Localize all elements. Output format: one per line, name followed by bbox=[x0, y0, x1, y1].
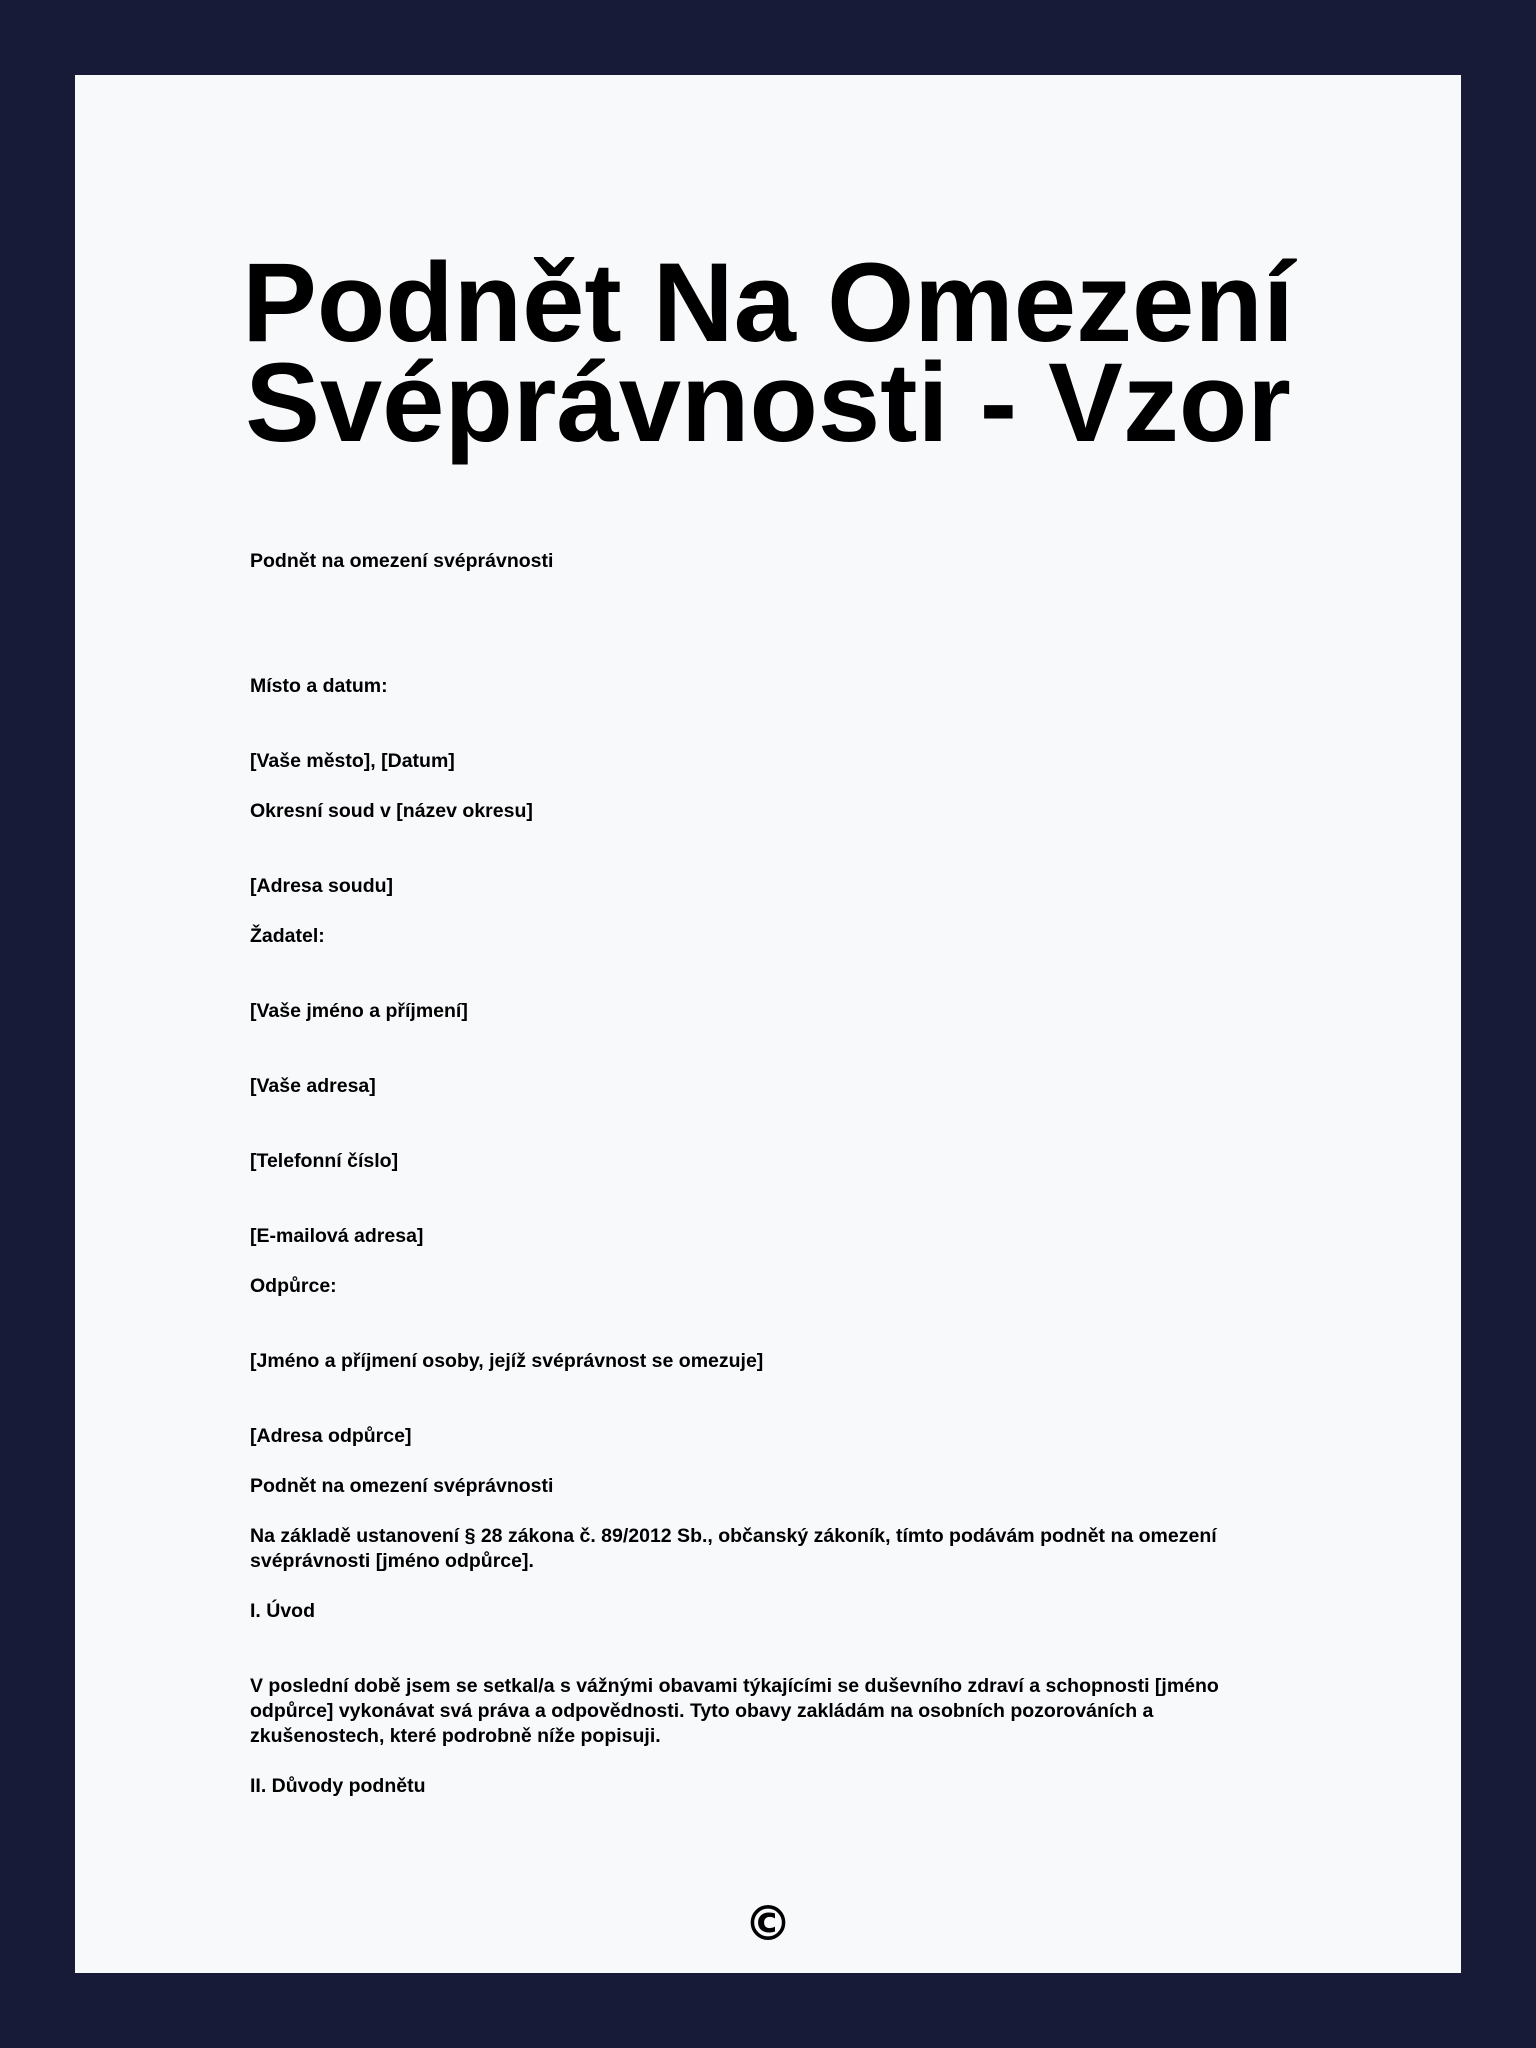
court-address: [Adresa soudu] bbox=[250, 875, 394, 897]
copyright-icon: © bbox=[744, 1896, 792, 1952]
intro-paragraph: Na základě ustanovení § 28 zákona č. 89/2012 Sb., občanský zákoník, tímto podávám podnět na omezení svéprávnosti [jméno odpůrce]. bbox=[250, 1525, 1217, 1572]
section-1-heading: I. Úvod bbox=[250, 1600, 316, 1622]
court-name: Okresní soud v [název okresu] bbox=[250, 800, 533, 822]
section-2-heading: II. Důvody podnětu bbox=[250, 1775, 426, 1797]
document-page bbox=[75, 75, 1461, 1973]
applicant-label: Žadatel: bbox=[250, 925, 325, 947]
title-line-1: Podnět Na Omezení bbox=[242, 240, 1294, 365]
section-1-paragraph: V poslední době jsem se setkal/a s vážnými obavami týkajícími se duševního zdraví a schopnosti [jméno odpůrce] vykonávat svá práva a odpovědnosti. Tyto obavy zakládám na osobních pozorováních a zkušenostech, které podrobně níže popisuji. bbox=[250, 1675, 1219, 1747]
document-heading: Podnět na omezení svéprávnosti bbox=[250, 550, 554, 572]
place-date-value: [Vaše město], [Datum] bbox=[250, 750, 455, 772]
document-title bbox=[75, 240, 1461, 465]
respondent-address: [Adresa odpůrce] bbox=[250, 1425, 412, 1447]
applicant-email: [E-mailová adresa] bbox=[250, 1225, 424, 1247]
title-line-2: Svéprávnosti - Vzor bbox=[245, 340, 1291, 465]
document-subject: Podnět na omezení svéprávnosti bbox=[250, 1475, 554, 1497]
applicant-name: [Vaše jméno a příjmení] bbox=[250, 1000, 468, 1022]
respondent-label: Odpůrce: bbox=[250, 1275, 337, 1297]
applicant-address: [Vaše adresa] bbox=[250, 1075, 376, 1097]
place-date-label: Místo a datum: bbox=[250, 675, 388, 697]
respondent-name: [Jméno a příjmení osoby, jejíž svéprávnost se omezuje] bbox=[250, 1350, 764, 1372]
applicant-phone: [Telefonní číslo] bbox=[250, 1150, 399, 1172]
